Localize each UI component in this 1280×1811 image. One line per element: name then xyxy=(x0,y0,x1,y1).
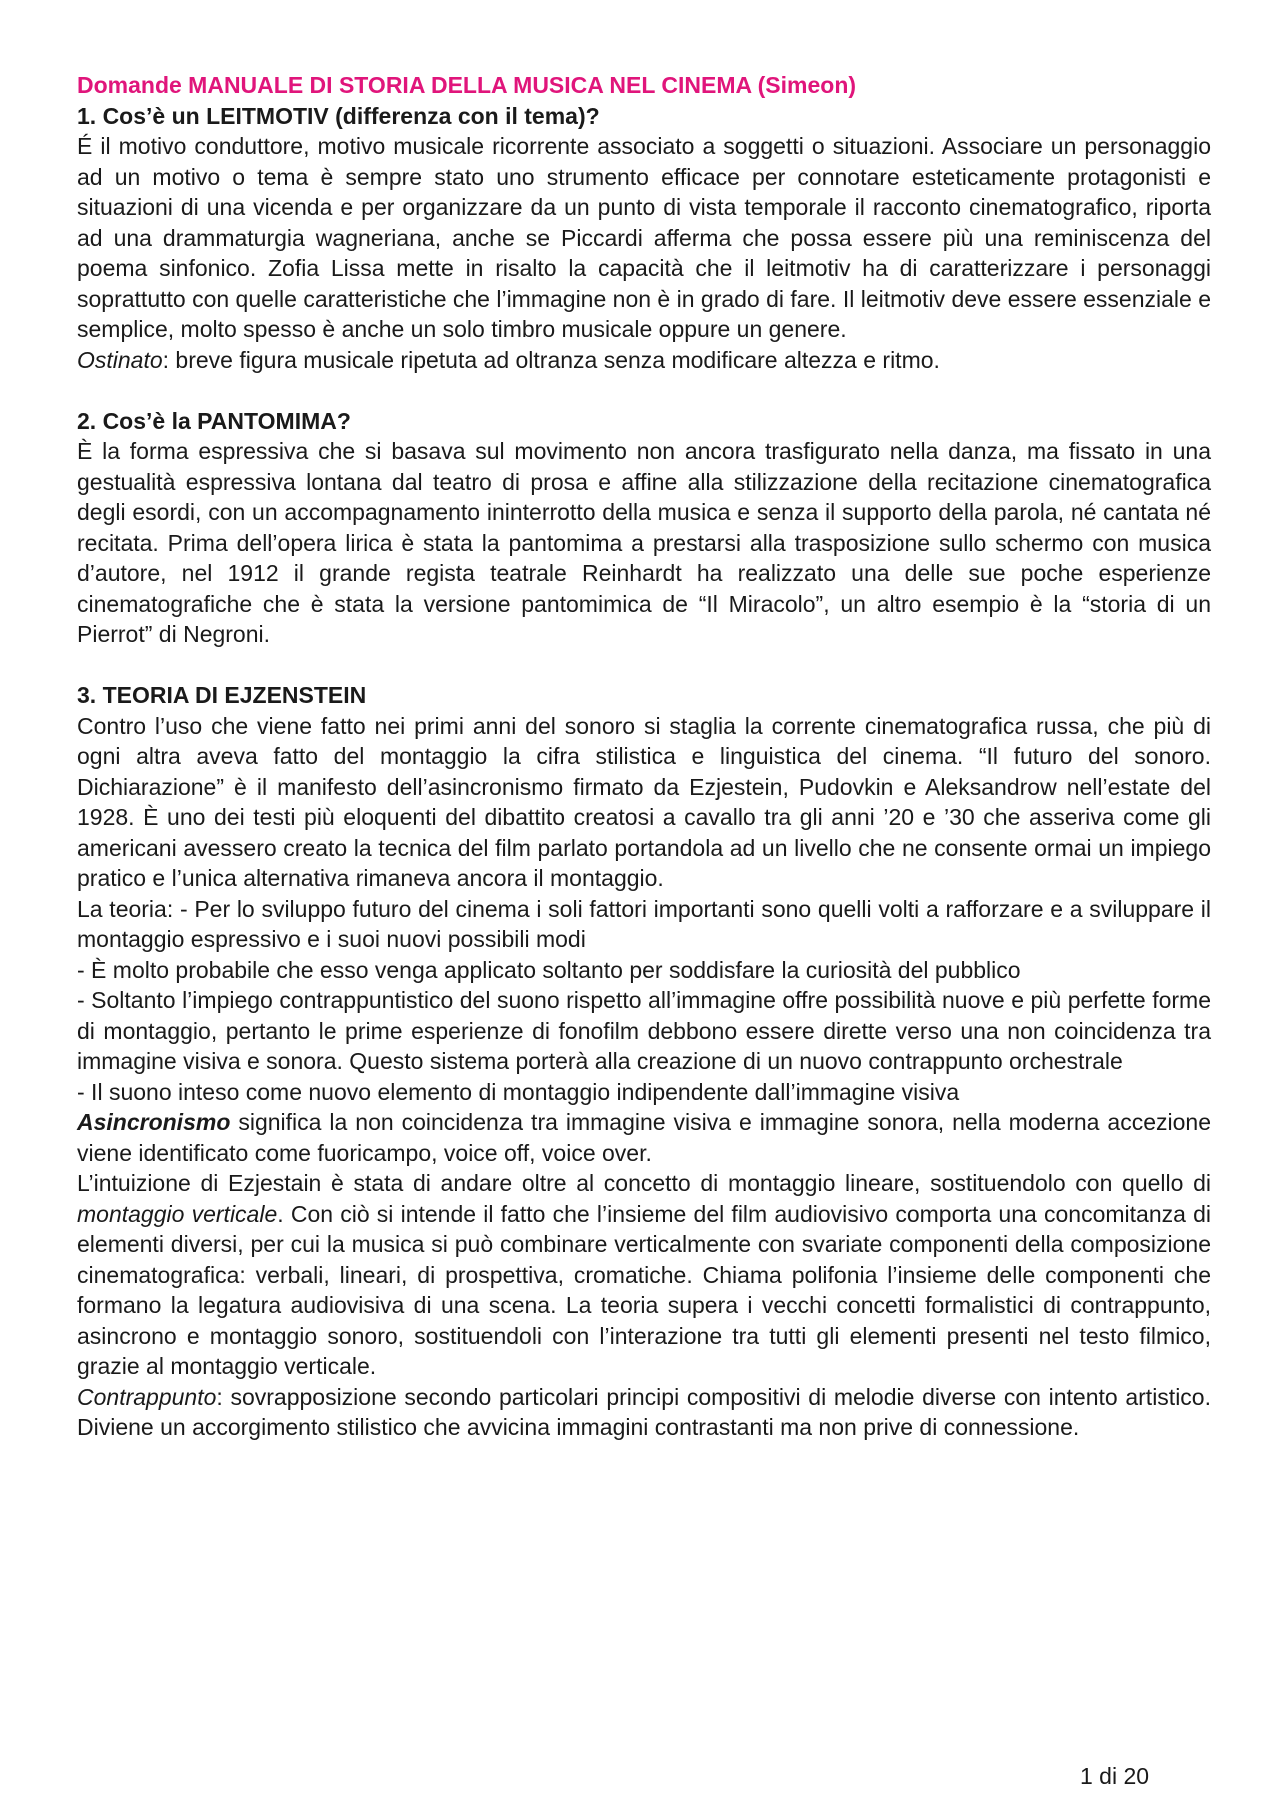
page-number: 1 di 20 xyxy=(1080,1763,1150,1789)
theory-point-3: - Soltanto l’impiego contrappuntistico del suono rispetto all’immagine offre possibilità nuove e più perfette forme di montaggio, pertanto le prime esperienze di fonofilm debbono essere dirette verso una non coincidenza tra immagine visiva e sonora. Questo sistema porterà alla creazione di un nuovo contrappunto orchestrale xyxy=(77,987,1211,1074)
asincronismo-term: Asincronismo xyxy=(77,1109,231,1135)
montaggio-text-after: . Con ciò si intende il fatto che l’insieme del film audiovisivo comporta una concomitanza di elementi diversi, per cui la musica si può combinare verticalmente con svariate componenti della composizione cinematografica: verbali, lineari, di prospettiva, cromatiche. Chiama polifonia l’insieme delle componenti che formano la legatura audiovisiva di una scena. La teoria supera i vecchi concetti formalistici di contrappunto, asincrono e montaggio sonoro, sostituendoli con l’interazione tra tutti gli elementi presenti nel testo filmico, grazie al montaggio verticale. xyxy=(77,1200,1211,1379)
theory-point-4: - Il suono inteso come nuovo elemento di montaggio indipendente dall’immagine visiva xyxy=(77,1078,960,1105)
question-2-answer: È la forma espressiva che si basava sul movimento non ancora trasfigurato nella danza, ma fissato in una gestualità espressiva lontana dal teatro di prosa e affine alla stilizzazione della recitazione cinematografica degli esordi, con un accompagnamento ininterrotto della musica e senza il supporto della parola, né cantata né recitata. Prima dell’opera lirica è stata la pantomima a prestarsi alla trasposizione sullo schermo con musica d’autore, nel 1912 il grande regista teatrale Reinhardt ha realizzato una delle sue poche esperienze cinematografiche che è stata la versione pantomimica de “Il Miracolo”, un altro esempio è la “storia di un Pierrot” di Negroni. xyxy=(77,438,1211,647)
question-1-answer: É il motivo conduttore, motivo musicale ricorrente associato a soggetti o situazioni. Associare un personaggio ad un motivo o tema è sempre stato uno strumento efficace per connotare esteticamente protagonisti e situazioni di una vicenda e per organizzare da un punto di vista temporale il racconto cinematografico, riporta ad una drammaturgia wagneriana, anche se Piccardi afferma che possa essere più una reminiscenza del poema sinfonico. Zofia Lissa mette in risalto la capacità che il leitmotiv ha di caratterizzare i personaggi soprattutto con quelle caratteristiche che l’immagine non è in grado di fare. Il leitmotiv deve essere essenziale e semplice, molto spesso è anche un solo timbro musicale oppure un genere. xyxy=(77,133,1211,342)
document-title: Domande MANUALE DI STORIA DELLA MUSICA NEL CINEMA (Simeon) xyxy=(77,72,857,98)
theory-point-1: La teoria: - Per lo sviluppo futuro del cinema i soli fattori importanti sono quelli volti a rafforzare e a sviluppare il montaggio espressivo e i suoi nuovi possibili modi xyxy=(77,895,1211,952)
question-2-heading: 2. Cos’è la PANTOMIMA? xyxy=(77,407,351,434)
contrappunto-definition xyxy=(77,1382,1211,1443)
section-gap xyxy=(77,375,1211,406)
montaggio-verticale-paragraph xyxy=(77,1168,1211,1382)
theory-point-2: - È molto probabile che esso venga applicato soltanto per soddisfare la curiosità del pubblico xyxy=(77,956,1021,983)
montaggio-verticale-term: montaggio verticale xyxy=(77,1200,278,1227)
question-3-heading: 3. TEORIA DI EJZENSTEIN xyxy=(77,682,367,708)
document-page xyxy=(77,70,1211,1443)
question-1-heading: 1. Cos’è un LEITMOTIV (differenza con il tema)? xyxy=(77,102,600,129)
ostinato-definition xyxy=(77,345,1211,376)
asincronismo-text: significa la non coincidenza tra immagine visiva e immagine sonora, nella moderna accezione viene identificato come fuoricampo, voice off, voice over. xyxy=(77,1109,1211,1166)
ostinato-term: Ostinato xyxy=(77,346,163,373)
question-3-intro: Contro l’uso che viene fatto nei primi anni del sonoro si staglia la corrente cinematografica russa, che più di ogni altra aveva fatto del montaggio la cifra stilistica e linguistica del cinema. “Il futuro del sonoro. Dichiarazione” è il manifesto dell’asincronismo firmato da Ezjestein, Pudovkin e Aleksandrow nell’estate del 1928. È uno dei testi più eloquenti del dibattito creatosi a cavallo tra gli anni ’20 e ’30 che asseriva come gli americani avessero creato la tecnica del film parlato portandola ad un livello che ne consente ormai un impiego pratico e l’unica alternativa rimaneva ancora il montaggio. xyxy=(77,712,1211,891)
montaggio-text-before: L’intuizione di Ezjestain è stata di andare oltre al concetto di montaggio lineare, sostituendolo con quello di xyxy=(77,1170,1211,1196)
section-gap xyxy=(77,650,1211,681)
ostinato-text: : breve figura musicale ripetuta ad oltranza senza modificare altezza e ritmo. xyxy=(162,346,940,373)
contrappunto-text: : sovrapposizione secondo particolari principi compositivi di melodie diverse con intento artistico. Diviene un accorgimento stilistico che avvicina immagini contrastanti ma non prive di connessione. xyxy=(77,1383,1211,1440)
asincronismo-definition xyxy=(77,1107,1211,1168)
contrappunto-term: Contrappunto xyxy=(77,1383,217,1410)
